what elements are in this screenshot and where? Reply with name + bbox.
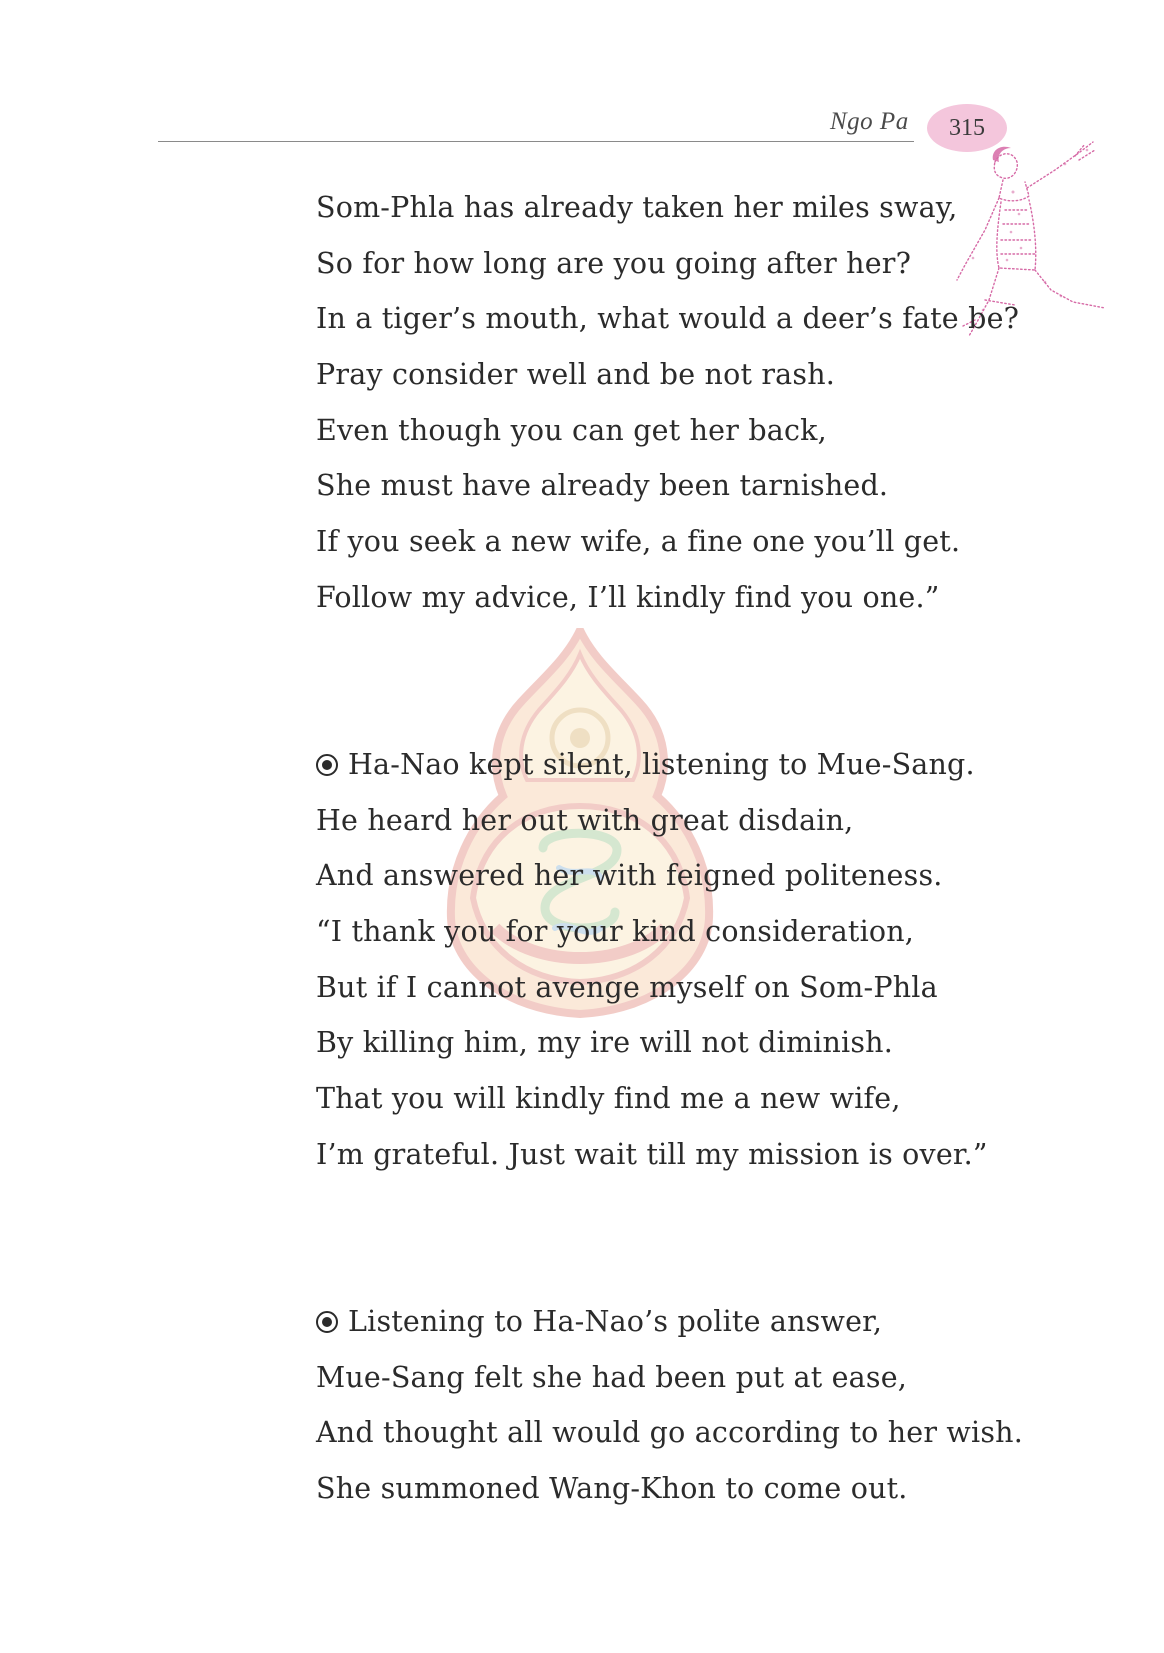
circle-bullet-icon <box>316 1311 338 1333</box>
poem-line: But if I cannot avenge myself on Som-Phla <box>316 970 938 1004</box>
poem-line: If you seek a new wife, a fine one you’ll get. <box>316 525 961 559</box>
poem-line-text: Ha-Nao kept silent, listening to Mue-Sang. <box>348 748 975 781</box>
poem-line: And thought all would go according to her wish. <box>316 1416 1023 1450</box>
poem-line: So for how long are you going after her? <box>316 246 912 280</box>
stanza-3 <box>316 1294 1023 1517</box>
running-title: Ngo Pa <box>830 108 909 135</box>
poem-line: I’m grateful. Just wait till my mission is over.” <box>316 1137 988 1171</box>
poem-line: That you will kindly find me a new wife, <box>316 1082 901 1116</box>
header-rule <box>158 141 914 142</box>
poem-line: Pray consider well and be not rash. <box>316 358 836 392</box>
poem-line: He heard her out with great disdain, <box>316 803 854 837</box>
poem-line: Even though you can get her back, <box>316 413 827 447</box>
poem-line: Mue-Sang felt she had been put at ease, <box>316 1360 908 1394</box>
stanza-1 <box>316 180 1020 626</box>
poem-line: Follow my advice, I’ll kindly find you one.” <box>316 580 940 614</box>
poem-line-text: Listening to Ha-Nao’s polite answer, <box>348 1305 883 1338</box>
poem-line: In a tiger’s mouth, what would a deer’s fate be? <box>316 302 1020 336</box>
circle-bullet-icon <box>316 754 338 776</box>
poem-line: And answered her with feigned politeness. <box>316 859 943 893</box>
stanza-2 <box>316 737 996 1183</box>
poem-line: By killing him, my ire will not diminish. <box>316 1026 893 1060</box>
poem-line <box>316 737 996 793</box>
poem-line: “I thank you for your kind consideration, <box>316 915 915 949</box>
poem-line: She must have already been tarnished. <box>316 469 889 503</box>
poem-line: She summoned Wang-Khon to come out. <box>316 1472 908 1506</box>
page-number: 315 <box>949 114 985 141</box>
poem-line: Som-Phla has already taken her miles sway, <box>316 191 958 224</box>
poem-line <box>316 1294 996 1350</box>
